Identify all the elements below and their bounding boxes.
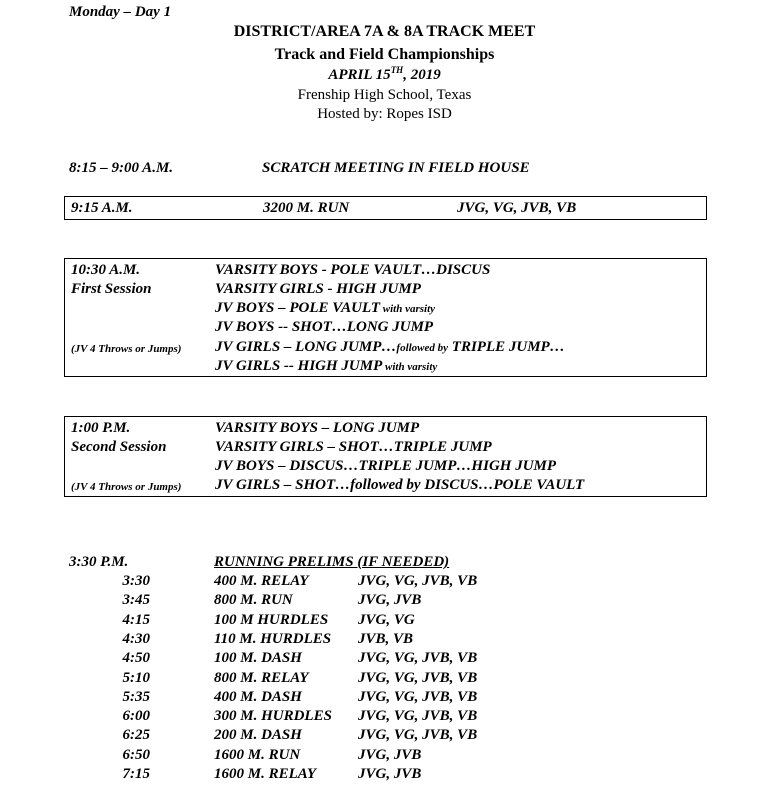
first-event-6	[215, 358, 437, 375]
second-session-label: Second Session	[71, 439, 167, 455]
prelim-row-time: 4:50	[122, 650, 150, 666]
second-session-note: (JV 4 Throws or Jumps)	[71, 481, 182, 493]
first-session-note: (JV 4 Throws or Jumps)	[71, 343, 182, 355]
prelim-row-event: 300 M. HURDLES	[214, 708, 332, 724]
prelim-row-divisions: JVG, VG	[358, 612, 415, 628]
prelim-row-time: 4:30	[122, 631, 150, 647]
prelim-row-time: 6:50	[122, 747, 150, 763]
date-suffix: TH	[390, 65, 404, 75]
meet-location: Frenship High School, Texas	[297, 87, 472, 103]
first-session-label: First Session	[71, 281, 152, 297]
meet-date	[0, 67, 769, 84]
first-event-3	[215, 300, 435, 317]
prelim-row-divisions: JVG, JVB	[358, 766, 422, 782]
first-event-3-small: with varsity	[380, 303, 436, 315]
meet-host: Hosted by: Ropes ISD	[317, 106, 452, 122]
first-event-6-main: JV GIRLS -- HIGH JUMP	[215, 358, 383, 374]
prelim-row-divisions: JVG, VG, JVB, VB	[358, 670, 478, 686]
prelim-row-divisions: JVG, VG, JVB, VB	[358, 689, 478, 705]
first-event-2: VARSITY GIRLS - HIGH JUMP	[215, 281, 421, 297]
meet-title: DISTRICT/AREA 7A & 8A TRACK MEET	[233, 23, 536, 40]
second-event-3: JV BOYS – DISCUS…TRIPLE JUMP…HIGH JUMP	[215, 458, 557, 474]
prelim-row-event: 100 M HURDLES	[214, 612, 329, 628]
prelim-row-divisions: JVG, VG, JVB, VB	[358, 727, 478, 743]
prelim-row-divisions: JVB, VB	[358, 631, 414, 647]
first-event-4: JV BOYS -- SHOT…LONG JUMP	[215, 319, 434, 335]
run-3200-event: 3200 M. RUN	[263, 200, 350, 216]
date-year: , 2019	[403, 67, 441, 83]
prelim-row-event: 400 M. DASH	[214, 689, 302, 705]
run-3200-box	[64, 196, 707, 220]
prelim-row-event: 100 M. DASH	[214, 650, 302, 666]
prelim-row-event: 110 M. HURDLES	[214, 631, 332, 647]
first-event-1: VARSITY BOYS - POLE VAULT…DISCUS	[215, 262, 491, 278]
prelims-time: 3:30 P.M.	[69, 554, 129, 570]
run-3200-divisions: JVG, VG, JVB, VB	[457, 200, 577, 216]
prelim-row-event: 800 M. RUN	[214, 592, 293, 608]
second-session-time: 1:00 P.M.	[71, 420, 131, 436]
date-prefix: APRIL 15	[328, 67, 391, 83]
meet-subtitle: Track and Field Championships	[274, 46, 495, 63]
prelim-row-time: 3:45	[122, 592, 150, 608]
prelims-heading	[214, 554, 449, 571]
second-event-4: JV GIRLS – SHOT…followed by DISCUS…POLE VAULT	[215, 477, 585, 493]
day-label: Monday – Day 1	[69, 4, 172, 20]
prelim-row-event: 800 M. RELAY	[214, 670, 309, 686]
first-event-5	[215, 339, 565, 356]
second-session-box	[64, 416, 707, 497]
prelim-row-time: 6:25	[122, 727, 150, 743]
prelim-row-divisions: JVG, VG, JVB, VB	[358, 650, 478, 666]
scratch-event: SCRATCH MEETING IN FIELD HOUSE	[262, 160, 530, 176]
run-3200-time: 9:15 A.M.	[71, 200, 133, 216]
prelim-row-time: 3:30	[122, 573, 150, 589]
first-session-box	[64, 258, 707, 377]
prelim-row-time: 4:15	[122, 612, 150, 628]
prelim-row-time: 7:15	[122, 766, 150, 782]
prelim-row-divisions: JVG, VG, JVB, VB	[358, 573, 478, 589]
first-event-5-main: JV GIRLS – LONG JUMP…	[215, 339, 397, 355]
first-session-time: 10:30 A.M.	[71, 262, 141, 278]
second-event-1: VARSITY BOYS – LONG JUMP	[215, 420, 420, 436]
prelim-row-event: 200 M. DASH	[214, 727, 302, 743]
first-event-3-main: JV BOYS – POLE VAULT	[215, 300, 381, 316]
scratch-time: 8:15 – 9:00 A.M.	[69, 160, 174, 176]
second-event-2: VARSITY GIRLS – SHOT…TRIPLE JUMP	[215, 439, 492, 455]
first-event-6-small: with varsity	[382, 361, 438, 373]
first-event-5-end: TRIPLE JUMP…	[448, 339, 565, 355]
prelim-row-time: 5:35	[122, 689, 150, 705]
prelim-row-divisions: JVG, JVB	[358, 747, 422, 763]
prelim-row-divisions: JVG, JVB	[358, 592, 422, 608]
prelim-row-event: 400 M. RELAY	[214, 573, 309, 589]
prelims-heading-text: RUNNING PRELIMS (IF NEEDED)	[214, 554, 450, 570]
prelim-row-event: 1600 M. RELAY	[214, 766, 317, 782]
prelim-row-time: 5:10	[122, 670, 150, 686]
prelim-row-event: 1600 M. RUN	[214, 747, 301, 763]
prelim-row-divisions: JVG, VG, JVB, VB	[358, 708, 478, 724]
prelim-row-time: 6:00	[122, 708, 150, 724]
first-event-5-small: followed by	[396, 342, 449, 354]
